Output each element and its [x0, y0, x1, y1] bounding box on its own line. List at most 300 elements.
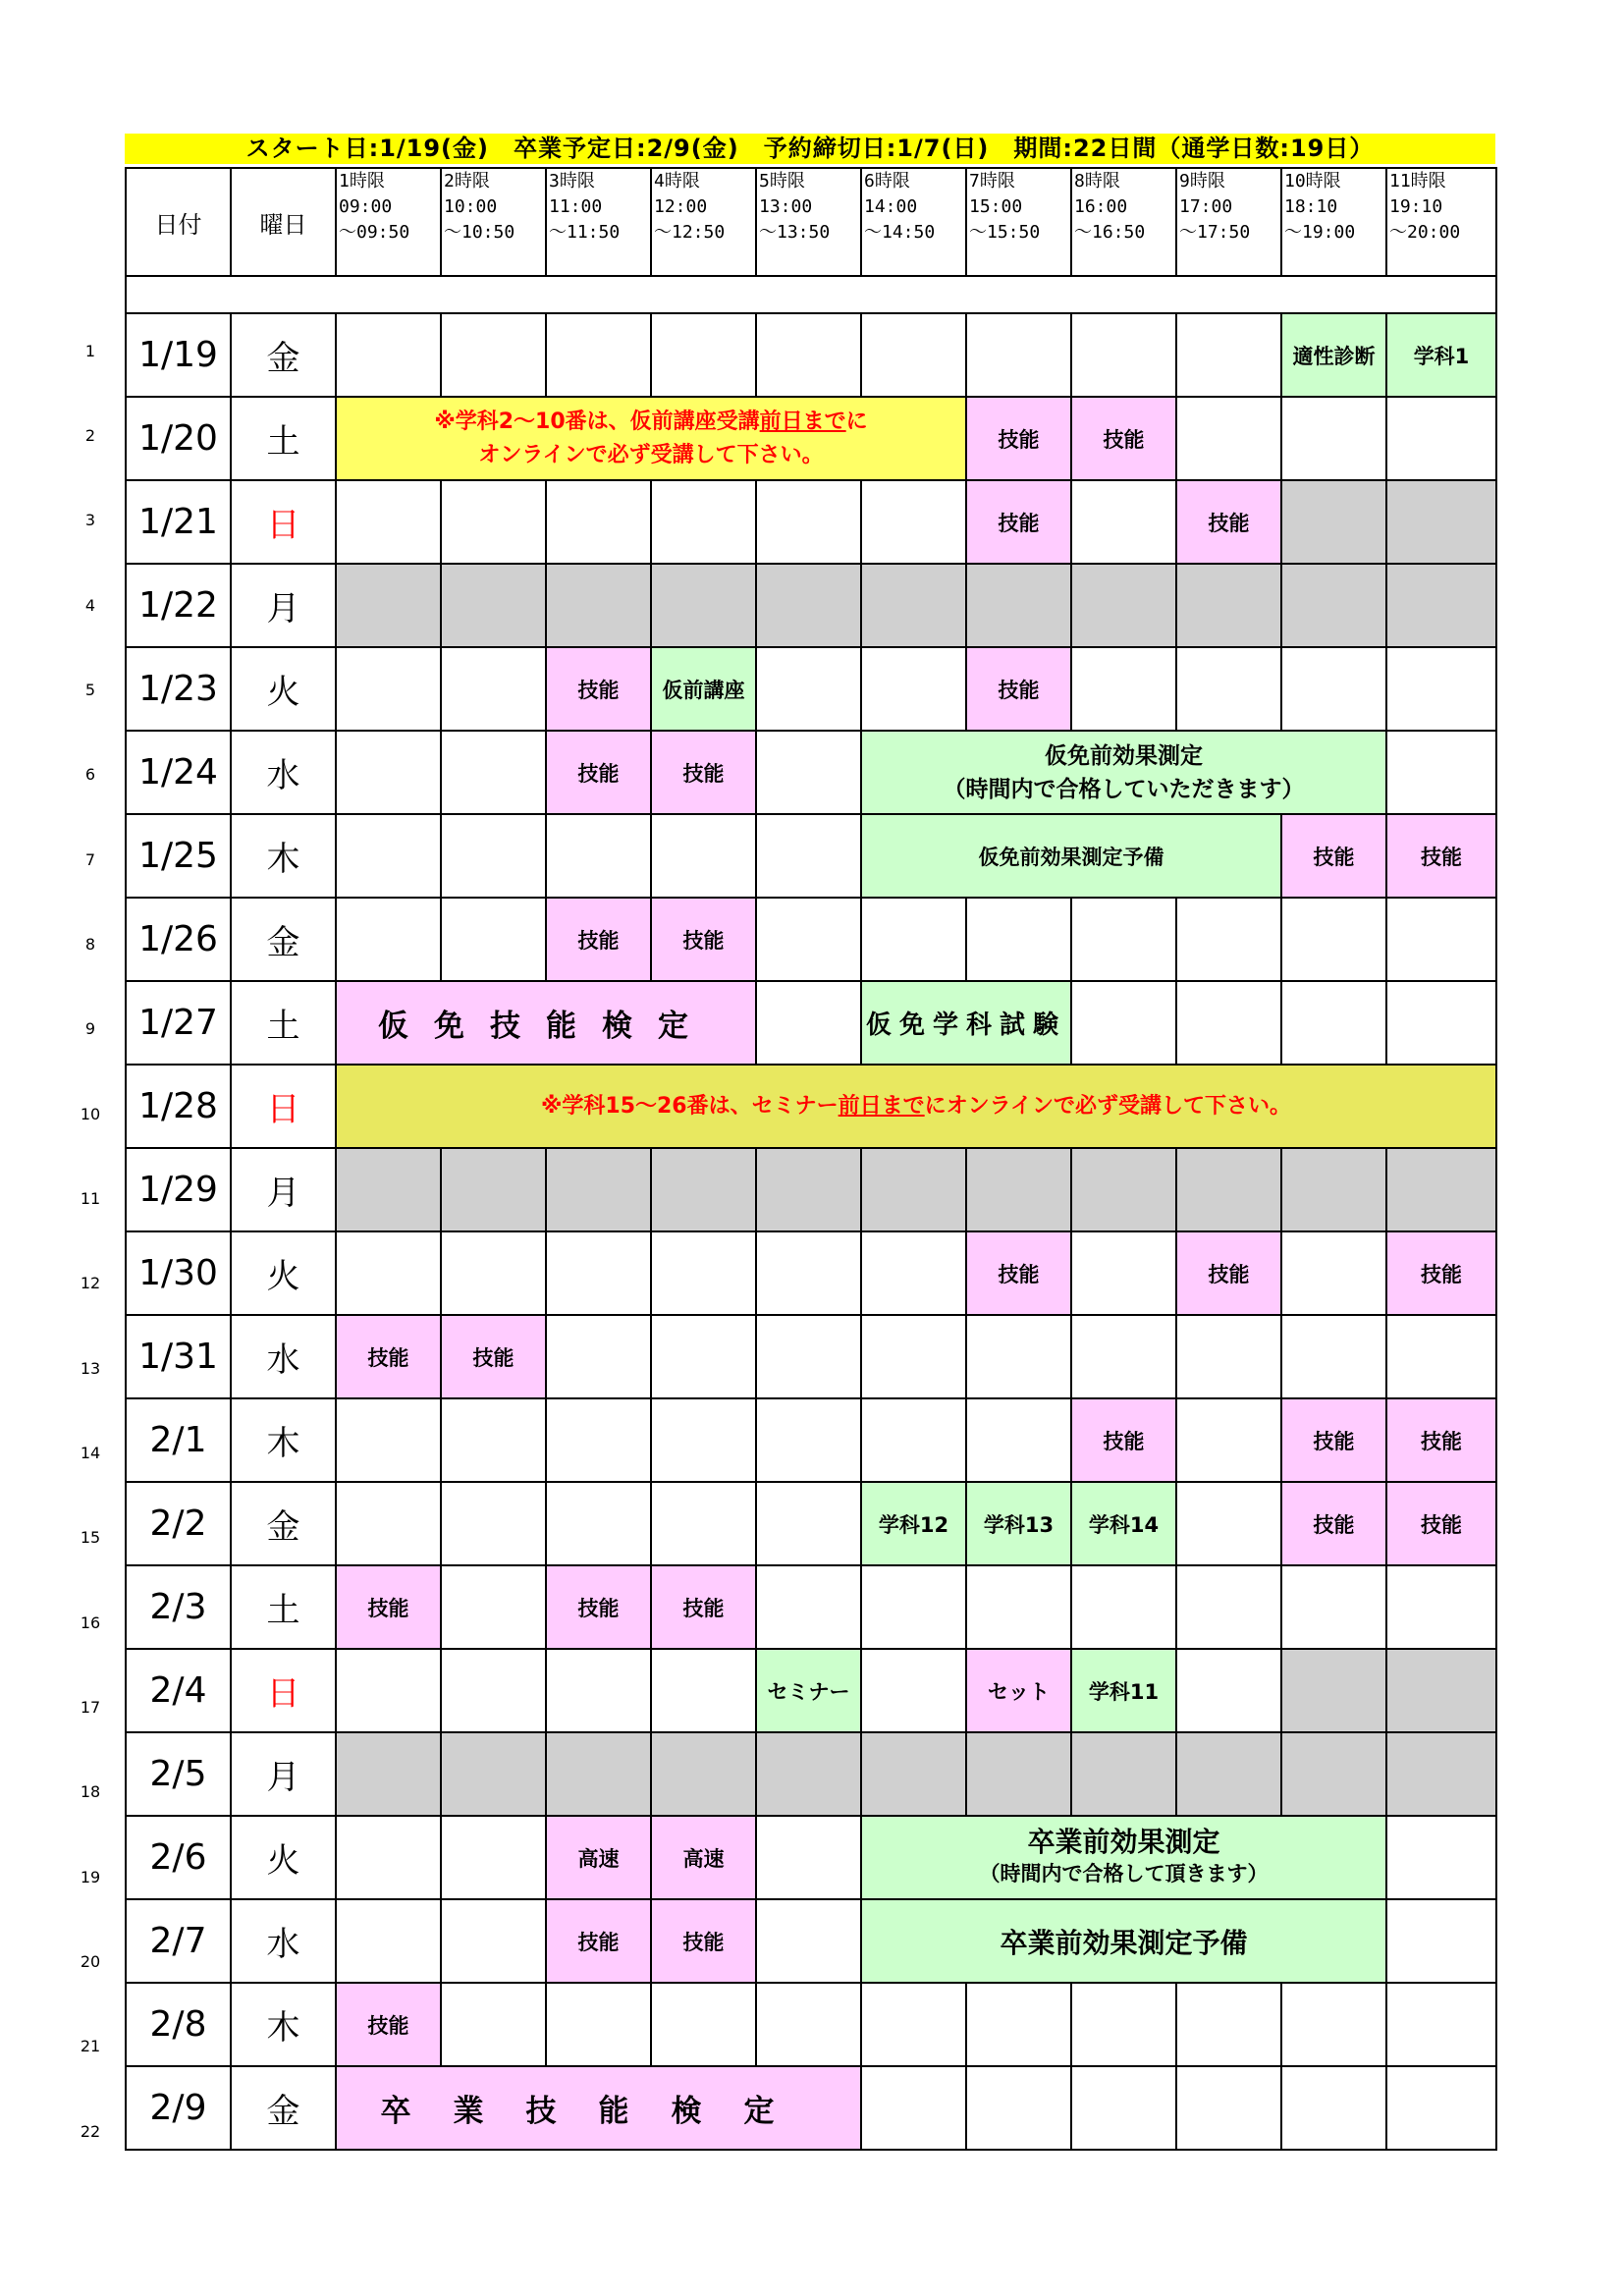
date-cell: 1/26 [126, 898, 231, 981]
slot-empty [1176, 1983, 1281, 2066]
table-row [126, 397, 1496, 480]
period-end: ～11:50 [549, 222, 621, 243]
period-end: ～16:50 [1074, 222, 1146, 243]
slot-empty [1071, 647, 1176, 731]
notice-line [337, 406, 965, 439]
slot-empty [336, 1482, 441, 1565]
weekday-cell: 月 [231, 564, 336, 647]
row-number: 16 [80, 1613, 101, 1632]
slot-empty [1071, 1315, 1176, 1398]
event-title: 卒業前効果測定 [1027, 1825, 1220, 1858]
date-cell: 2/2 [126, 1482, 231, 1565]
slot-empty [1386, 1565, 1496, 1649]
row-number: 2 [84, 426, 96, 445]
table-row [126, 313, 1496, 397]
slot-empty [1386, 981, 1496, 1065]
period-header [966, 168, 1071, 276]
period-header [441, 168, 546, 276]
lesson-skill: 技能 [336, 1565, 441, 1649]
slot-empty [1386, 1315, 1496, 1398]
period-start: 09:00 [339, 196, 393, 217]
slot-closed [651, 1148, 756, 1231]
table-row [126, 1732, 1496, 1816]
row-number: 18 [80, 1782, 101, 1801]
lesson-seminar: セミナー [756, 1649, 861, 1732]
slot-empty [1176, 313, 1281, 397]
weekday-cell: 水 [231, 731, 336, 814]
slot-empty [756, 480, 861, 564]
date-cell: 1/28 [126, 1065, 231, 1148]
lesson-academic: 学科11 [1071, 1649, 1176, 1732]
table-row [126, 2066, 1496, 2150]
slot-empty [336, 1231, 441, 1315]
period-label: 7時限 [969, 171, 1015, 191]
slot-closed [756, 564, 861, 647]
period-header [651, 168, 756, 276]
slot-closed [1281, 1732, 1386, 1816]
lesson-skill: 技能 [1176, 480, 1281, 564]
slot-empty [441, 1398, 546, 1482]
period-end: ～14:50 [864, 222, 936, 243]
period-start: 19:10 [1389, 196, 1443, 217]
weekday-cell: 土 [231, 981, 336, 1065]
date-cell: 1/27 [126, 981, 231, 1065]
period-label: 2時限 [444, 171, 490, 191]
lesson-pre-lecture: 仮前講座 [651, 647, 756, 731]
slot-empty [336, 1649, 441, 1732]
weekday-cell: 木 [231, 814, 336, 898]
slot-closed [1386, 1732, 1496, 1816]
lesson-skill: 技能 [651, 731, 756, 814]
period-header [1176, 168, 1281, 276]
weekday-cell: 木 [231, 1398, 336, 1482]
slot-empty [756, 731, 861, 814]
slot-empty [441, 1816, 546, 1899]
slot-empty [966, 1983, 1071, 2066]
notice-underlined: 前日まで [759, 409, 846, 434]
period-label: 6時限 [864, 171, 910, 191]
date-cell: 2/5 [126, 1732, 231, 1816]
table-row [126, 1649, 1496, 1732]
date-cell: 1/20 [126, 397, 231, 480]
slot-closed [1386, 1649, 1496, 1732]
slot-empty [966, 313, 1071, 397]
slot-closed [966, 1732, 1071, 1816]
slot-empty [861, 1649, 966, 1732]
slot-closed [1281, 1649, 1386, 1732]
slot-closed [336, 1148, 441, 1231]
slot-empty [1176, 1565, 1281, 1649]
table-row [126, 1315, 1496, 1398]
table-row [126, 1065, 1496, 1148]
slot-empty [651, 1315, 756, 1398]
period-start: 16:00 [1074, 196, 1128, 217]
slot-empty [1176, 397, 1281, 480]
slot-empty [546, 1398, 651, 1482]
period-start: 15:00 [969, 196, 1023, 217]
period-start: 11:00 [549, 196, 603, 217]
period-label: 11時限 [1389, 171, 1446, 191]
slot-empty [1386, 397, 1496, 480]
period-header [756, 168, 861, 276]
slot-empty [1071, 2066, 1176, 2150]
lesson-highway: 高速 [651, 1816, 756, 1899]
table-row [126, 564, 1496, 647]
lesson-skill: 技能 [966, 647, 1071, 731]
slot-empty [756, 647, 861, 731]
weekday-cell: 月 [231, 1732, 336, 1816]
slot-empty [441, 647, 546, 731]
slot-empty [1281, 898, 1386, 981]
slot-empty [336, 814, 441, 898]
slot-empty [861, 1565, 966, 1649]
notice-text: ※学科15～26番は、セミナー [541, 1093, 839, 1119]
slot-closed [861, 1732, 966, 1816]
period-start: 14:00 [864, 196, 918, 217]
slot-empty [756, 1315, 861, 1398]
row-number: 19 [80, 1868, 101, 1886]
lesson-highway: 高速 [546, 1816, 651, 1899]
slot-closed [441, 1732, 546, 1816]
date-cell: 1/23 [126, 647, 231, 731]
slot-closed [1281, 480, 1386, 564]
period-header [1281, 168, 1386, 276]
date-cell: 1/29 [126, 1148, 231, 1231]
graduation-effect-test [861, 1816, 1386, 1899]
slot-empty [756, 1565, 861, 1649]
row-number: 5 [84, 681, 96, 699]
table-header-row [126, 168, 1496, 276]
slot-closed [756, 1732, 861, 1816]
row-number: 14 [80, 1444, 101, 1462]
lesson-skill: 技能 [546, 1565, 651, 1649]
slot-empty [441, 814, 546, 898]
slot-empty [546, 313, 651, 397]
row-number: 8 [84, 935, 96, 954]
date-cell: 2/8 [126, 1983, 231, 2066]
schedule-banner: スタート日:1/19(金) 卒業予定日:2/9(金) 予約締切日:1/7(日) 期間:22日間（通学日数:19日） [125, 134, 1495, 164]
row-number: 22 [80, 2122, 101, 2141]
provisional-effect-test [861, 731, 1386, 814]
slot-closed [1281, 1148, 1386, 1231]
slot-empty [1071, 898, 1176, 981]
slot-empty [336, 731, 441, 814]
slot-empty [756, 981, 861, 1065]
slot-empty [1386, 731, 1496, 814]
slot-empty [1281, 397, 1386, 480]
slot-empty [1176, 1482, 1281, 1565]
table-row [126, 1148, 1496, 1231]
slot-closed [1071, 1148, 1176, 1231]
slot-closed [441, 1148, 546, 1231]
slot-empty [441, 731, 546, 814]
spacer-row [126, 276, 1496, 313]
slot-empty [336, 1398, 441, 1482]
slot-empty [966, 1565, 1071, 1649]
lesson-skill: 技能 [966, 397, 1071, 480]
period-header [861, 168, 966, 276]
row-number: 17 [80, 1698, 101, 1717]
lesson-skill: 技能 [1176, 1231, 1281, 1315]
slot-closed [966, 564, 1071, 647]
weekday-cell: 金 [231, 898, 336, 981]
slot-empty [336, 1816, 441, 1899]
slot-closed [861, 564, 966, 647]
slot-empty [861, 2066, 966, 2150]
slot-empty [336, 313, 441, 397]
date-cell: 2/6 [126, 1816, 231, 1899]
row-number: 10 [80, 1105, 101, 1123]
period-header [1071, 168, 1176, 276]
date-cell: 1/22 [126, 564, 231, 647]
period-label: 10時限 [1284, 171, 1341, 191]
slot-empty [756, 1816, 861, 1899]
lesson-skill: 技能 [546, 1899, 651, 1983]
lesson-aptitude: 適性診断 [1281, 313, 1386, 397]
slot-empty [336, 898, 441, 981]
slot-empty [756, 1482, 861, 1565]
table-row [126, 1816, 1496, 1899]
slot-closed [336, 564, 441, 647]
date-cell: 2/4 [126, 1649, 231, 1732]
lesson-skill: 技能 [966, 1231, 1071, 1315]
table-row [126, 1983, 1496, 2066]
period-end: ～20:00 [1389, 222, 1461, 243]
graduation-effect-reserve: 卒業前効果測定予備 [861, 1899, 1386, 1983]
slot-empty [1071, 981, 1176, 1065]
lesson-skill: 技能 [651, 898, 756, 981]
slot-empty [966, 1315, 1071, 1398]
weekday-cell: 水 [231, 1315, 336, 1398]
lesson-skill: 技能 [651, 1565, 756, 1649]
table-row [126, 1482, 1496, 1565]
slot-empty [861, 1315, 966, 1398]
lesson-skill: 技能 [546, 898, 651, 981]
period-end: ～17:50 [1179, 222, 1251, 243]
slot-empty [336, 480, 441, 564]
row-number: 3 [84, 511, 96, 529]
row-number: 6 [84, 765, 96, 784]
slot-empty [651, 1398, 756, 1482]
slot-empty [1281, 647, 1386, 731]
slot-empty [441, 1649, 546, 1732]
period-label: 9時限 [1179, 171, 1225, 191]
lesson-skill: 技能 [336, 1983, 441, 2066]
slot-empty [861, 647, 966, 731]
weekday-cell: 金 [231, 1482, 336, 1565]
lesson-skill: 技能 [1386, 1482, 1496, 1565]
slot-empty [546, 1231, 651, 1315]
notice-text: にオンラインで必ず受講して下さい。 [924, 1093, 1291, 1119]
lesson-academic: 学科13 [966, 1482, 1071, 1565]
notice-underlined: 前日まで [838, 1093, 925, 1119]
slot-empty [1386, 898, 1496, 981]
provisional-effect-reserve: 仮免前効果測定予備 [861, 814, 1281, 898]
spacer-cell [126, 276, 1496, 313]
row-number: 11 [80, 1189, 101, 1208]
row-number: 15 [80, 1528, 101, 1547]
slot-closed [1386, 480, 1496, 564]
weekday-cell: 水 [231, 1899, 336, 1983]
slot-closed [651, 1732, 756, 1816]
weekday-cell: 火 [231, 1231, 336, 1315]
slot-empty [1071, 313, 1176, 397]
period-start: 13:00 [759, 196, 813, 217]
lesson-academic: 学科12 [861, 1482, 966, 1565]
weekday-column-header: 曜日 [231, 168, 336, 276]
period-end: ～12:50 [654, 222, 726, 243]
table-row [126, 1899, 1496, 1983]
weekday-cell: 木 [231, 1983, 336, 2066]
slot-empty [441, 1231, 546, 1315]
slot-closed [861, 1148, 966, 1231]
period-header [336, 168, 441, 276]
slot-empty [546, 480, 651, 564]
row-number: 4 [84, 596, 96, 615]
slot-closed [756, 1148, 861, 1231]
date-cell: 1/30 [126, 1231, 231, 1315]
slot-empty [966, 2066, 1071, 2150]
lesson-skill: 技能 [1281, 1398, 1386, 1482]
slot-closed [1176, 1732, 1281, 1816]
graduation-skill-exam: 卒業技能検定 [336, 2066, 861, 2150]
slot-empty [756, 898, 861, 981]
slot-empty [1071, 1983, 1176, 2066]
slot-closed [336, 1732, 441, 1816]
slot-empty [546, 814, 651, 898]
provisional-written-exam: 仮免学科試験 [861, 981, 1071, 1065]
slot-empty [651, 1482, 756, 1565]
weekday-cell: 日 [231, 480, 336, 564]
slot-empty [756, 1231, 861, 1315]
slot-empty [1176, 898, 1281, 981]
slot-empty [756, 1899, 861, 1983]
weekday-cell: 金 [231, 2066, 336, 2150]
period-end: ～10:50 [444, 222, 515, 243]
slot-empty [1071, 480, 1176, 564]
weekday-cell: 金 [231, 313, 336, 397]
notice-text: に [845, 409, 868, 434]
slot-closed [546, 564, 651, 647]
date-cell: 2/9 [126, 2066, 231, 2150]
slot-empty [1176, 1398, 1281, 1482]
period-header [1386, 168, 1496, 276]
event-note: （時間内で合格して頂きます） [979, 1861, 1269, 1886]
date-cell: 1/25 [126, 814, 231, 898]
date-cell: 2/7 [126, 1899, 231, 1983]
slot-empty [861, 898, 966, 981]
slot-empty [546, 1649, 651, 1732]
slot-empty [1281, 1315, 1386, 1398]
period-start: 18:10 [1284, 196, 1338, 217]
period-end: ～15:50 [969, 222, 1041, 243]
period-label: 1時限 [339, 171, 385, 191]
slot-empty [1386, 647, 1496, 731]
schedule-table [125, 167, 1497, 2151]
period-label: 3時限 [549, 171, 595, 191]
slot-empty [1176, 1315, 1281, 1398]
slot-empty [546, 1983, 651, 2066]
weekday-cell: 日 [231, 1065, 336, 1148]
slot-empty [441, 1565, 546, 1649]
lesson-skill: 技能 [1071, 397, 1176, 480]
slot-empty [441, 1983, 546, 2066]
row-number: 9 [84, 1019, 96, 1038]
online-notice [336, 397, 966, 480]
slot-empty [441, 1899, 546, 1983]
slot-empty [1386, 1816, 1496, 1899]
lesson-skill: 技能 [1281, 1482, 1386, 1565]
period-end: ～19:00 [1284, 222, 1356, 243]
slot-closed [1281, 564, 1386, 647]
slot-empty [651, 1231, 756, 1315]
slot-closed [1386, 564, 1496, 647]
weekday-cell: 土 [231, 397, 336, 480]
slot-empty [336, 647, 441, 731]
slot-empty [441, 313, 546, 397]
slot-empty [1176, 2066, 1281, 2150]
slot-empty [1386, 2066, 1496, 2150]
period-label: 5時限 [759, 171, 805, 191]
notice-line: オンラインで必ず受講して下さい。 [478, 442, 824, 467]
weekday-cell: 火 [231, 1816, 336, 1899]
slot-empty [966, 898, 1071, 981]
weekday-cell: 土 [231, 1565, 336, 1649]
period-start: 10:00 [444, 196, 498, 217]
slot-empty [651, 814, 756, 898]
slot-empty [651, 1983, 756, 2066]
row-number: 7 [84, 850, 96, 869]
slot-closed [441, 564, 546, 647]
slot-empty [861, 313, 966, 397]
slot-empty [1281, 1983, 1386, 2066]
slot-empty [1386, 1983, 1496, 2066]
slot-closed [1071, 1732, 1176, 1816]
lesson-skill: 技能 [1386, 814, 1496, 898]
event-title: 仮免前効果測定 [1045, 742, 1203, 769]
table-row [126, 480, 1496, 564]
slot-empty [1281, 2066, 1386, 2150]
date-cell: 1/24 [126, 731, 231, 814]
period-end: ～09:50 [339, 222, 410, 243]
slot-empty [651, 313, 756, 397]
slot-empty [1281, 1565, 1386, 1649]
lesson-skill: 技能 [966, 480, 1071, 564]
date-column-header: 日付 [126, 168, 231, 276]
slot-closed [966, 1148, 1071, 1231]
slot-empty [336, 1899, 441, 1983]
slot-empty [441, 898, 546, 981]
table-row [126, 1565, 1496, 1649]
row-number: 12 [80, 1274, 101, 1292]
table-row [126, 1231, 1496, 1315]
slot-empty [861, 1231, 966, 1315]
lesson-skill: 技能 [1071, 1398, 1176, 1482]
date-cell: 2/1 [126, 1398, 231, 1482]
row-number: 1 [84, 342, 96, 360]
slot-empty [441, 480, 546, 564]
date-cell: 1/19 [126, 313, 231, 397]
lesson-skill: 技能 [1281, 814, 1386, 898]
slot-empty [966, 1398, 1071, 1482]
slot-empty [1176, 981, 1281, 1065]
row-number: 13 [80, 1359, 101, 1378]
slot-empty [441, 1482, 546, 1565]
slot-closed [546, 1148, 651, 1231]
row-number: 21 [80, 2037, 101, 2055]
lesson-skill: 技能 [651, 1899, 756, 1983]
slot-closed [651, 564, 756, 647]
